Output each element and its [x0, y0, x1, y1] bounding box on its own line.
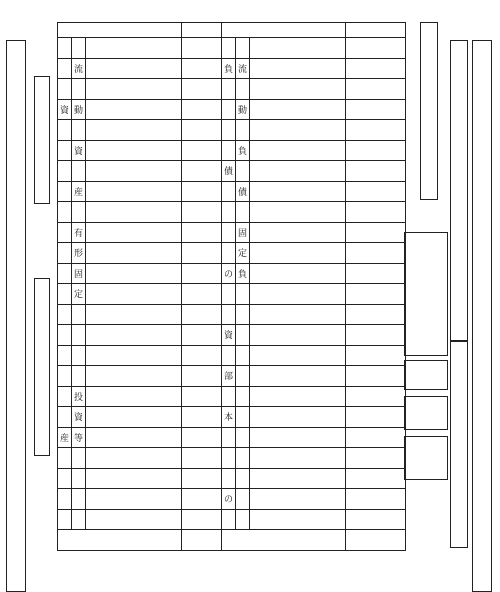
- fixed-liab-label: 定: [236, 243, 250, 264]
- liab-amount: [346, 161, 406, 182]
- table-row: [58, 304, 406, 325]
- liab-label: [250, 58, 346, 79]
- liab-amount: [346, 181, 406, 202]
- investment-label: 等: [72, 427, 86, 448]
- liab-label: [250, 161, 346, 182]
- asset-amount: [182, 181, 222, 202]
- liab-label: [250, 509, 346, 530]
- liab-amount: [346, 386, 406, 407]
- table-row: [58, 345, 406, 366]
- asset-amount: [182, 222, 222, 243]
- liab-group-cell: [222, 202, 236, 223]
- liab-label: [250, 345, 346, 366]
- asset-label: [86, 161, 182, 182]
- right-note3: [404, 360, 448, 390]
- assets-word: 産: [58, 427, 72, 448]
- asset-group-cell: [58, 58, 72, 79]
- asset-label: [86, 120, 182, 141]
- liab-group-cell: [222, 120, 236, 141]
- asset-label: [86, 38, 182, 59]
- current-assets-label: 資: [72, 140, 86, 161]
- asset-label: [86, 58, 182, 79]
- asset-amount: [182, 489, 222, 510]
- liab-group-cell: [222, 427, 236, 448]
- liab-label: [250, 448, 346, 469]
- table-row: [58, 448, 406, 469]
- asset-amount: [182, 427, 222, 448]
- asset-amount: [182, 58, 222, 79]
- asset-amount: [182, 38, 222, 59]
- asset-amount: [182, 407, 222, 428]
- tangible-label: 有: [72, 222, 86, 243]
- table-row: [58, 366, 406, 387]
- asset-group-cell: [58, 120, 72, 141]
- balance-sheet-table: [57, 22, 406, 551]
- capital-word: の: [222, 489, 236, 510]
- current-liab-label: 動: [236, 99, 250, 120]
- asset-amount: [182, 325, 222, 346]
- right-note2: [404, 232, 448, 356]
- asset-group-cell: [58, 263, 72, 284]
- liab-label: [250, 427, 346, 448]
- liab-subgroup-cell: [236, 202, 250, 223]
- asset-amount: [182, 509, 222, 530]
- liab-subgroup-cell: [236, 448, 250, 469]
- asset-label: [86, 468, 182, 489]
- liab-amount: [346, 243, 406, 264]
- table-row: [58, 140, 406, 161]
- asset-amount: [182, 366, 222, 387]
- liab-amount: [346, 468, 406, 489]
- capital-word: 本: [222, 407, 236, 428]
- asset-label: [86, 448, 182, 469]
- liab-group-cell: [222, 304, 236, 325]
- liab-label: [250, 366, 346, 387]
- tangible-label: 形: [72, 243, 86, 264]
- asset-subgroup-cell: [72, 448, 86, 469]
- liab-word: 部: [222, 366, 236, 387]
- liab-amount: [346, 79, 406, 100]
- asset-label: [86, 325, 182, 346]
- liab-subgroup-cell: [236, 325, 250, 346]
- fixed-liab-label: 固: [236, 222, 250, 243]
- asset-label: [86, 263, 182, 284]
- table-row: [58, 99, 406, 120]
- current-assets-label: 産: [72, 181, 86, 202]
- asset-amount-header: [182, 23, 222, 38]
- asset-amount: [182, 448, 222, 469]
- liab-amount: [346, 99, 406, 120]
- right-note1-box: [420, 22, 438, 200]
- liab-label: [250, 489, 346, 510]
- asset-group-cell: [58, 345, 72, 366]
- right-sub1-box: [450, 40, 468, 342]
- capital-word: 資: [222, 325, 236, 346]
- asset-group-cell: [58, 386, 72, 407]
- liab-group-cell: [222, 345, 236, 366]
- asset-label: [58, 530, 182, 551]
- asset-amount: [182, 120, 222, 141]
- asset-label: [86, 284, 182, 305]
- liab-amount: [346, 530, 406, 551]
- asset-label: [86, 202, 182, 223]
- table-row: [58, 509, 406, 530]
- asset-group-cell: [58, 202, 72, 223]
- current-liab-label: 債: [236, 181, 250, 202]
- current-liab-label: 流: [236, 58, 250, 79]
- liab-word: の: [222, 263, 236, 284]
- liab-amount: [346, 448, 406, 469]
- table-row: [58, 386, 406, 407]
- asset-amount: [182, 304, 222, 325]
- asset-group-cell: [58, 140, 72, 161]
- left-main-box: [6, 40, 26, 592]
- asset-label: [86, 386, 182, 407]
- current-liab-label: 負: [236, 140, 250, 161]
- liab-amount: [346, 202, 406, 223]
- liab-group-cell: [222, 468, 236, 489]
- current-assets-label: 流: [72, 58, 86, 79]
- liab-amount: [346, 263, 406, 284]
- asset-subgroup-cell: [72, 366, 86, 387]
- asset-item-header: [58, 23, 182, 38]
- asset-subgroup-cell: [72, 468, 86, 489]
- table-row: [58, 38, 406, 59]
- liab-subgroup-cell: [236, 366, 250, 387]
- asset-group-cell: [58, 284, 72, 305]
- liab-group-cell: [222, 448, 236, 469]
- assets-word: 資: [58, 99, 72, 120]
- left-note2-box: [34, 278, 50, 456]
- left-note1-box: [34, 76, 50, 204]
- asset-amount: [182, 468, 222, 489]
- asset-subgroup-cell: [72, 304, 86, 325]
- table-row: [58, 243, 406, 264]
- liab-subgroup-cell: [236, 427, 250, 448]
- liab-word: 債: [222, 161, 236, 182]
- table-row: [58, 181, 406, 202]
- table-row: [58, 284, 406, 305]
- liab-group-cell: [222, 509, 236, 530]
- asset-group-cell: [58, 489, 72, 510]
- fixed-liab-label: 負: [236, 263, 250, 284]
- liab-amount-header: [346, 23, 406, 38]
- table-row: [58, 79, 406, 100]
- asset-label: [86, 345, 182, 366]
- liab-label: [250, 140, 346, 161]
- liab-amount: [346, 345, 406, 366]
- asset-subgroup-cell: [72, 325, 86, 346]
- liab-subgroup-cell: [236, 489, 250, 510]
- current-assets-label: 動: [72, 99, 86, 120]
- table-row: [58, 407, 406, 428]
- liab-group-cell: [222, 284, 236, 305]
- liab-label: [250, 99, 346, 120]
- liab-group-cell: [222, 181, 236, 202]
- asset-label: [86, 489, 182, 510]
- liab-label: [250, 325, 346, 346]
- asset-amount: [182, 99, 222, 120]
- liab-subgroup-cell: [236, 161, 250, 182]
- liab-label: [250, 222, 346, 243]
- asset-subgroup-cell: [72, 489, 86, 510]
- liab-label: [250, 284, 346, 305]
- table-row: [58, 325, 406, 346]
- asset-amount: [182, 140, 222, 161]
- liab-group-cell: [222, 386, 236, 407]
- asset-subgroup-cell: [72, 509, 86, 530]
- liab-amount: [346, 58, 406, 79]
- liab-amount: [346, 366, 406, 387]
- liab-label: [250, 79, 346, 100]
- liab-label: [250, 38, 346, 59]
- table-row: [58, 489, 406, 510]
- asset-subgroup-cell: [72, 161, 86, 182]
- asset-group-cell: [58, 304, 72, 325]
- liab-label: [250, 468, 346, 489]
- asset-group-cell: [58, 366, 72, 387]
- table-row: [58, 222, 406, 243]
- asset-amount: [182, 284, 222, 305]
- liab-item-header: [222, 23, 346, 38]
- liab-amount: [346, 120, 406, 141]
- asset-label: [86, 99, 182, 120]
- liab-subgroup-cell: [236, 120, 250, 141]
- tangible-label: 定: [72, 284, 86, 305]
- table-row: [58, 202, 406, 223]
- asset-label: [86, 427, 182, 448]
- asset-subgroup-cell: [72, 202, 86, 223]
- liab-amount: [346, 38, 406, 59]
- asset-subgroup-cell: [72, 38, 86, 59]
- investment-label: 資: [72, 407, 86, 428]
- asset-group-cell: [58, 38, 72, 59]
- asset-group-cell: [58, 181, 72, 202]
- asset-group-cell: [58, 407, 72, 428]
- asset-label: [86, 79, 182, 100]
- asset-group-cell: [58, 222, 72, 243]
- liab-subgroup-cell: [236, 304, 250, 325]
- tangible-label: 固: [72, 263, 86, 284]
- liab-group-cell: [222, 79, 236, 100]
- table-row: [58, 530, 406, 551]
- liab-label: [250, 304, 346, 325]
- liab-group-cell: [222, 38, 236, 59]
- liab-amount: [346, 222, 406, 243]
- asset-group-cell: [58, 325, 72, 346]
- liab-label: [250, 181, 346, 202]
- liab-group-cell: [222, 99, 236, 120]
- liab-amount: [346, 427, 406, 448]
- asset-amount: [182, 263, 222, 284]
- liab-word: 負: [222, 58, 236, 79]
- liab-subgroup-cell: [236, 79, 250, 100]
- liab-label: [250, 407, 346, 428]
- investment-label: 投: [72, 386, 86, 407]
- asset-amount: [182, 345, 222, 366]
- liab-subgroup-cell: [236, 38, 250, 59]
- liab-label: [250, 386, 346, 407]
- asset-group-cell: [58, 448, 72, 469]
- liab-group-cell: [222, 140, 236, 161]
- liab-label: [250, 243, 346, 264]
- table-row: [58, 468, 406, 489]
- liab-subgroup-cell: [236, 468, 250, 489]
- liab-group-cell: [222, 222, 236, 243]
- liab-label: [250, 120, 346, 141]
- asset-group-cell: [58, 468, 72, 489]
- liab-amount: [346, 407, 406, 428]
- right-note5: [404, 436, 448, 480]
- asset-subgroup-cell: [72, 345, 86, 366]
- liab-subgroup-cell: [236, 345, 250, 366]
- liab-amount: [346, 284, 406, 305]
- liab-amount: [346, 489, 406, 510]
- asset-subgroup-cell: [72, 120, 86, 141]
- asset-amount: [182, 79, 222, 100]
- right-main-box: [472, 40, 492, 592]
- asset-group-cell: [58, 243, 72, 264]
- asset-amount: [182, 202, 222, 223]
- asset-label: [86, 181, 182, 202]
- asset-label: [86, 140, 182, 161]
- asset-label: [86, 304, 182, 325]
- asset-amount: [182, 530, 222, 551]
- liab-amount: [346, 304, 406, 325]
- right-sub2-box: [450, 340, 468, 548]
- table-row: [58, 58, 406, 79]
- asset-label: [86, 366, 182, 387]
- asset-amount: [182, 243, 222, 264]
- liab-subgroup-cell: [236, 407, 250, 428]
- liab-amount: [346, 509, 406, 530]
- asset-group-cell: [58, 509, 72, 530]
- asset-amount: [182, 161, 222, 182]
- asset-group-cell: [58, 79, 72, 100]
- liab-subgroup-cell: [236, 386, 250, 407]
- table-row: [58, 161, 406, 182]
- asset-subgroup-cell: [72, 79, 86, 100]
- liab-subgroup-cell: [236, 284, 250, 305]
- asset-label: [86, 243, 182, 264]
- liab-amount: [346, 140, 406, 161]
- liab-subgroup-cell: [236, 509, 250, 530]
- asset-group-cell: [58, 161, 72, 182]
- table-row: [58, 263, 406, 284]
- asset-label: [86, 407, 182, 428]
- right-note4: [404, 396, 448, 430]
- asset-label: [86, 509, 182, 530]
- liab-label: [222, 530, 346, 551]
- asset-amount: [182, 386, 222, 407]
- liab-label: [250, 202, 346, 223]
- asset-label: [86, 222, 182, 243]
- liab-amount: [346, 325, 406, 346]
- table-row: [58, 427, 406, 448]
- table-row: [58, 120, 406, 141]
- liab-label: [250, 263, 346, 284]
- liab-group-cell: [222, 243, 236, 264]
